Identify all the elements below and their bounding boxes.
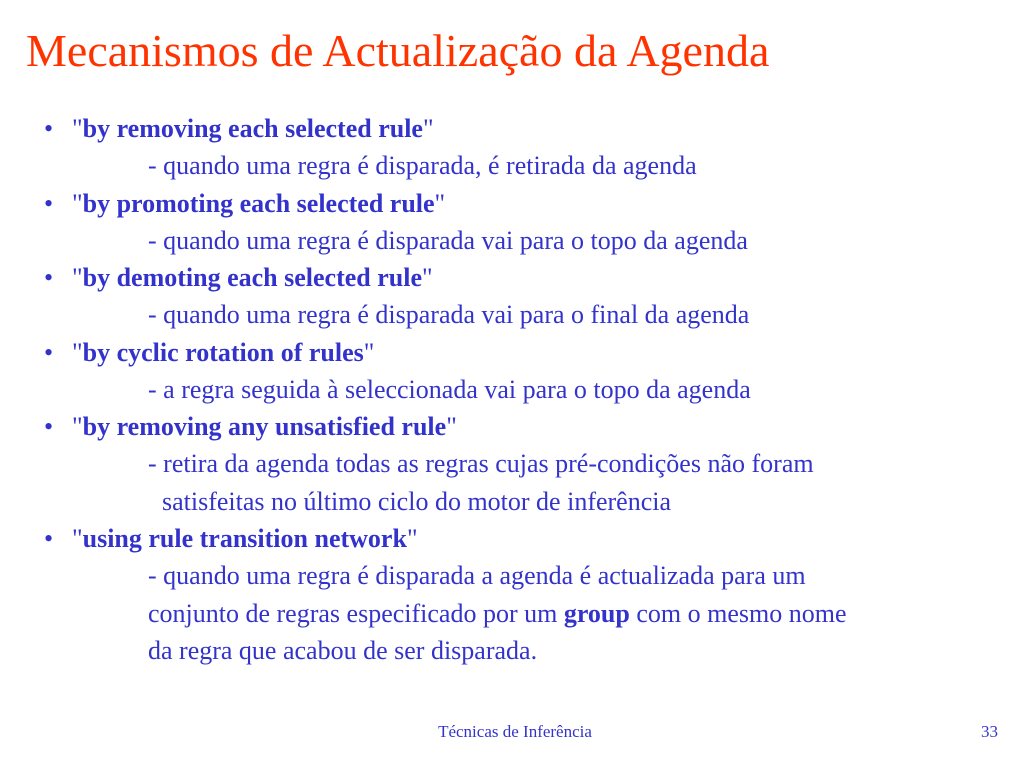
item-heading	[72, 185, 445, 222]
item-label: using rule transition network	[82, 524, 407, 553]
item-heading	[72, 334, 374, 371]
description-line: da regra que acabou de ser disparada.	[148, 636, 538, 665]
item-description	[148, 147, 1008, 185]
item-description	[148, 557, 1008, 670]
quote-close: "	[406, 524, 418, 553]
quote-open: "	[72, 263, 83, 292]
item-heading	[72, 259, 433, 296]
quote-open: "	[72, 524, 83, 553]
bullet-icon: •	[44, 412, 54, 441]
quote-close: "	[446, 412, 457, 441]
description-line: - quando uma regra é disparada a agenda é actualizada para um	[148, 561, 806, 590]
footer-title: Técnicas de Inferência	[438, 722, 592, 741]
page-number: 33	[981, 722, 998, 741]
quote-close: "	[422, 114, 434, 143]
list-item	[0, 520, 1024, 557]
quote-open: "	[72, 337, 83, 367]
quote-close: "	[434, 188, 446, 218]
item-label: by demoting each selected rule	[82, 263, 423, 292]
description-line: - quando uma regra é disparada vai para o final da agenda	[148, 300, 750, 329]
bullet-list	[0, 110, 1024, 670]
list-item	[0, 185, 1024, 222]
item-heading	[72, 110, 434, 147]
slide-title: Mecanismos de Actualização da Agenda	[26, 25, 770, 76]
item-description	[148, 371, 1008, 409]
bullet-icon: •	[44, 524, 54, 553]
quote-close: "	[422, 263, 433, 292]
list-item	[0, 110, 1024, 147]
item-description	[148, 222, 1008, 260]
description-line: - quando uma regra é disparada, é retirada da agenda	[148, 151, 697, 180]
item-label: by cyclic rotation of rules	[82, 337, 364, 367]
item-description	[148, 445, 1008, 520]
bullet-icon: •	[44, 263, 54, 292]
list-item	[0, 259, 1024, 296]
item-heading	[72, 520, 418, 557]
quote-open: "	[72, 412, 83, 441]
quote-open: "	[72, 114, 83, 143]
item-label: by promoting each selected rule	[82, 188, 435, 218]
description-line	[148, 595, 1008, 633]
item-description	[148, 296, 1008, 334]
description-line: - quando uma regra é disparada vai para o topo da agenda	[148, 225, 748, 255]
quote-close: "	[363, 337, 375, 367]
description-text: com o mesmo nome	[629, 598, 847, 628]
bullet-icon: •	[44, 188, 54, 218]
description-line: satisfeitas no último ciclo do motor de inferência	[162, 486, 672, 516]
item-heading	[72, 408, 457, 445]
list-item	[0, 408, 1024, 445]
bullet-icon: •	[44, 114, 54, 143]
group-keyword: group	[563, 598, 630, 628]
item-label: by removing each selected rule	[82, 114, 423, 143]
list-item	[0, 334, 1024, 371]
description-text: conjunto de regras especificado por um	[148, 598, 564, 628]
description-line: - retira da agenda todas as regras cujas pré-condições não foram	[148, 449, 814, 478]
quote-open: "	[72, 188, 83, 218]
item-label: by removing any unsatisfied rule	[82, 412, 447, 441]
description-line: - a regra seguida à seleccionada vai para o topo da agenda	[148, 374, 751, 404]
bullet-icon: •	[44, 337, 54, 367]
